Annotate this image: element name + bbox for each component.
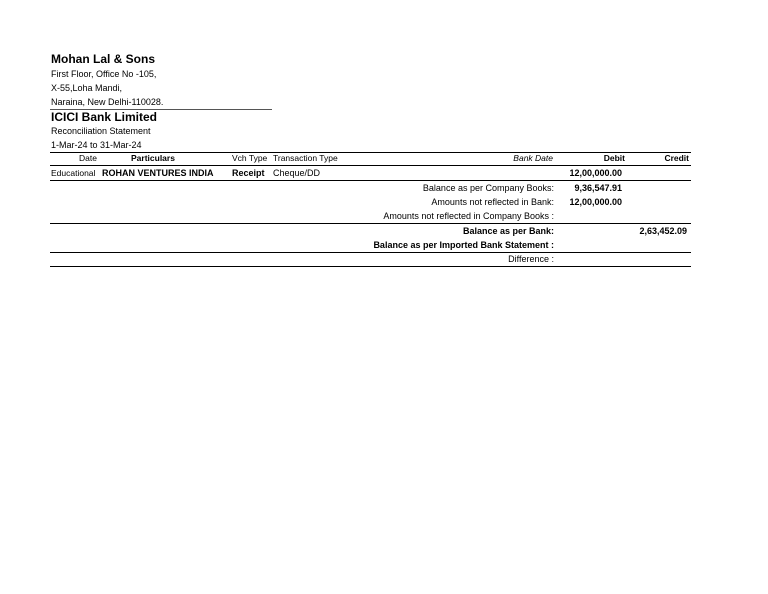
report-title: Reconciliation Statement bbox=[51, 126, 151, 136]
imported-statement-label: Balance as per Imported Bank Statement : bbox=[373, 240, 554, 250]
report-period: 1-Mar-24 to 31-Mar-24 bbox=[51, 140, 142, 150]
company-books-label: Balance as per Company Books: bbox=[422, 183, 554, 193]
company-books-debit: 9,36,547.91 bbox=[574, 183, 622, 193]
table-bottom-rule bbox=[50, 266, 691, 267]
table-header-rule bbox=[50, 165, 691, 166]
col-header-debit: Debit bbox=[603, 153, 625, 163]
company-address-line-2: X-55,Loha Mandi, bbox=[51, 83, 123, 93]
company-name: Mohan Lal & Sons bbox=[51, 52, 156, 66]
col-header-credit: Credit bbox=[664, 153, 689, 163]
difference-label: Difference : bbox=[508, 254, 554, 264]
bank-balance-label: Balance as per Bank: bbox=[462, 226, 554, 236]
col-header-bank-date: Bank Date bbox=[513, 153, 553, 163]
not-in-company-label: Amounts not reflected in Company Books : bbox=[383, 211, 554, 221]
bank-name: ICICI Bank Limited bbox=[51, 110, 158, 124]
company-address-line-1: First Floor, Office No -105, bbox=[51, 69, 157, 79]
row-debit: 12,00,000.00 bbox=[569, 168, 622, 178]
not-in-bank-label: Amounts not reflected in Bank: bbox=[431, 197, 554, 207]
row-particulars: ROHAN VENTURES INDIA bbox=[102, 168, 214, 178]
bank-balance-credit: 2,63,452.09 bbox=[639, 226, 687, 236]
summary-divider bbox=[50, 223, 691, 224]
col-header-particulars: Particulars bbox=[131, 153, 175, 163]
not-in-bank-debit: 12,00,000.00 bbox=[569, 197, 622, 207]
row-transaction-type: Cheque/DD bbox=[273, 168, 321, 178]
row-vch-type: Receipt bbox=[232, 168, 265, 178]
row-divider bbox=[50, 180, 691, 181]
col-header-date: Date bbox=[79, 153, 97, 163]
company-address-line-3: Naraina, New Delhi-110028. bbox=[51, 97, 164, 107]
row-date: Educational bbox=[51, 168, 96, 178]
col-header-transaction-type: Transaction Type bbox=[273, 153, 338, 163]
imported-divider bbox=[50, 252, 691, 253]
col-header-vch-type: Vch Type bbox=[232, 153, 268, 163]
